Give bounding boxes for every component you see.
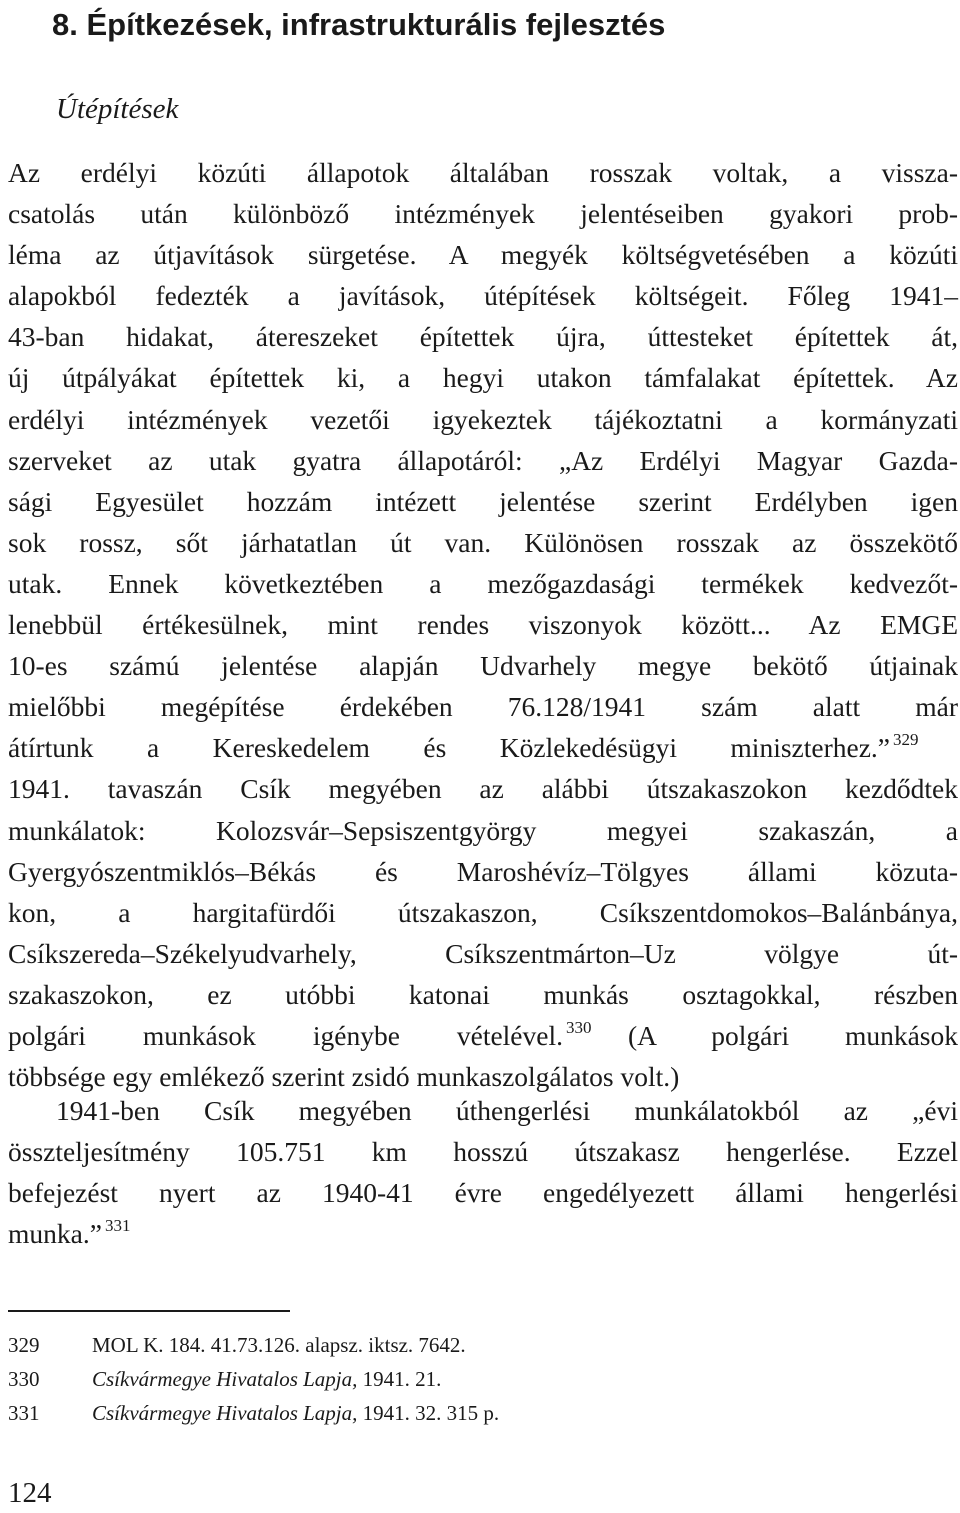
text-line: átírtunk a Kereskedelem és Közlekedésügyi miniszterhez.” (8, 732, 890, 764)
text-line: léma az útjavítások sürgetése. A megyék költségvetésében a közúti (8, 239, 958, 271)
footnote-source-title: Csíkvármegye Hivatalos Lapja, (92, 1367, 358, 1391)
text-line: új útpályákat építettek ki, a hegyi utakon támfalakat építettek. Az (8, 362, 958, 394)
text-line: csatolás után különböző intézmények jelentéseiben gyakori prob- (8, 198, 958, 230)
footnote-source-detail: 1941. 32. 315 p. (357, 1401, 500, 1425)
footnote-ref-329[interactable]: 329 (893, 730, 919, 750)
footnote-331 (8, 1396, 958, 1430)
text-line-with-footnote (8, 1213, 958, 1254)
text-line-with-footnote (8, 1015, 958, 1056)
text-line: mielőbbi megépítése érdekében 76.128/1941 szám alatt már (8, 691, 958, 723)
text-line: sok rossz, sőt járhatatlan út van. Különösen rosszak az összekötő (8, 526, 958, 558)
text-line-with-footnote (8, 727, 919, 768)
text-line: kon, a hargitafürdői útszakaszon, Csíkszentdomokos–Balánbánya, (8, 896, 958, 928)
text-line: alapokból fedezték a javítások, útépítések költségeit. Főleg 1941– (8, 280, 958, 312)
text-line: munka.” (8, 1218, 102, 1250)
text-line: polgári munkások igénybe vételével. (8, 1019, 563, 1051)
text-line: 1941. tavaszán Csík megyében az alábbi útszakaszokon kezdődtek (8, 773, 958, 805)
footnote-separator (8, 1310, 290, 1312)
footnote-number: 329 (8, 1333, 40, 1357)
text-line: Gyergyószentmiklós–Békás és Maroshévíz–Tölgyes állami közuta- (8, 855, 958, 887)
text-line: 10-es számú jelentése alapján Udvarhely megye bekötő útjainak (8, 650, 958, 682)
text-line: (A polgári munkások (628, 1019, 958, 1051)
paragraph-2 (8, 1090, 958, 1254)
footnote-ref-331[interactable]: 331 (104, 1216, 131, 1236)
footnote-330 (8, 1362, 958, 1396)
footnote-source-title: Csíkvármegye Hivatalos Lapja, (92, 1401, 358, 1425)
footnote-329 (8, 1328, 958, 1362)
text-line: 1941-ben Csík megyében úthengerlési munkálatokból az „évi (56, 1095, 958, 1126)
text-line: szakaszokon, ez utóbbi katonai munkás osztagokkal, részben (8, 978, 958, 1010)
footnotes (8, 1328, 958, 1430)
footnote-source-detail: 1941. 21. (357, 1367, 442, 1391)
footnote-number: 331 (8, 1401, 40, 1425)
chapter-title: 8. Építkezések, infrastrukturális fejlesztés (52, 7, 666, 42)
text-line: munkálatok: Kolozsvár–Sepsiszentgyörgy megyei szakaszán, a (8, 814, 958, 846)
text-line: 43-ban hidakat, átereszeket építettek újra, úttesteket építettek át, (8, 321, 958, 353)
footnote-number: 330 (8, 1367, 40, 1391)
text-line: befejezést nyert az 1940-41 évre engedélyezett állami hengerlési (8, 1177, 958, 1209)
text-line: Az erdélyi közúti állapotok általában rosszak voltak, a vissza- (8, 157, 958, 188)
footnote-ref-330[interactable]: 330 (566, 1017, 592, 1037)
text-line: erdélyi intézmények vezetői igyekeztek tájékoztatni a kormányzati (8, 403, 958, 435)
paragraph-1 (8, 152, 958, 1097)
text-line: többsége egy emlékező szerint zsidó munkaszolgálatos volt.) (8, 1061, 680, 1093)
text-line: utak. Ennek következtében a mezőgazdasági termékek kedvezőt- (8, 567, 958, 599)
page-number: 124 (8, 1477, 52, 1509)
text-line: összteljesítmény 105.751 km hosszú útszakasz hengerlése. Ezzel (8, 1136, 958, 1168)
text-line: sági Egyesület hozzám intézett jelentése szerint Erdélyben igen (8, 485, 958, 517)
footnote-source: MOL K. 184. 41.73.126. alapsz. iktsz. 7642. (92, 1333, 466, 1357)
text-line: szerveket az utak gyatra állapotáról: „Az Erdélyi Magyar Gazda- (8, 444, 958, 476)
section-title: Útépítések (56, 93, 179, 125)
text-line: Csíkszereda–Székelyudvarhely, Csíkszentmárton–Uz völgye út- (8, 937, 958, 969)
text-line: lenebbül értékesülnek, mint rendes viszonyok között... Az EMGE (8, 609, 958, 641)
